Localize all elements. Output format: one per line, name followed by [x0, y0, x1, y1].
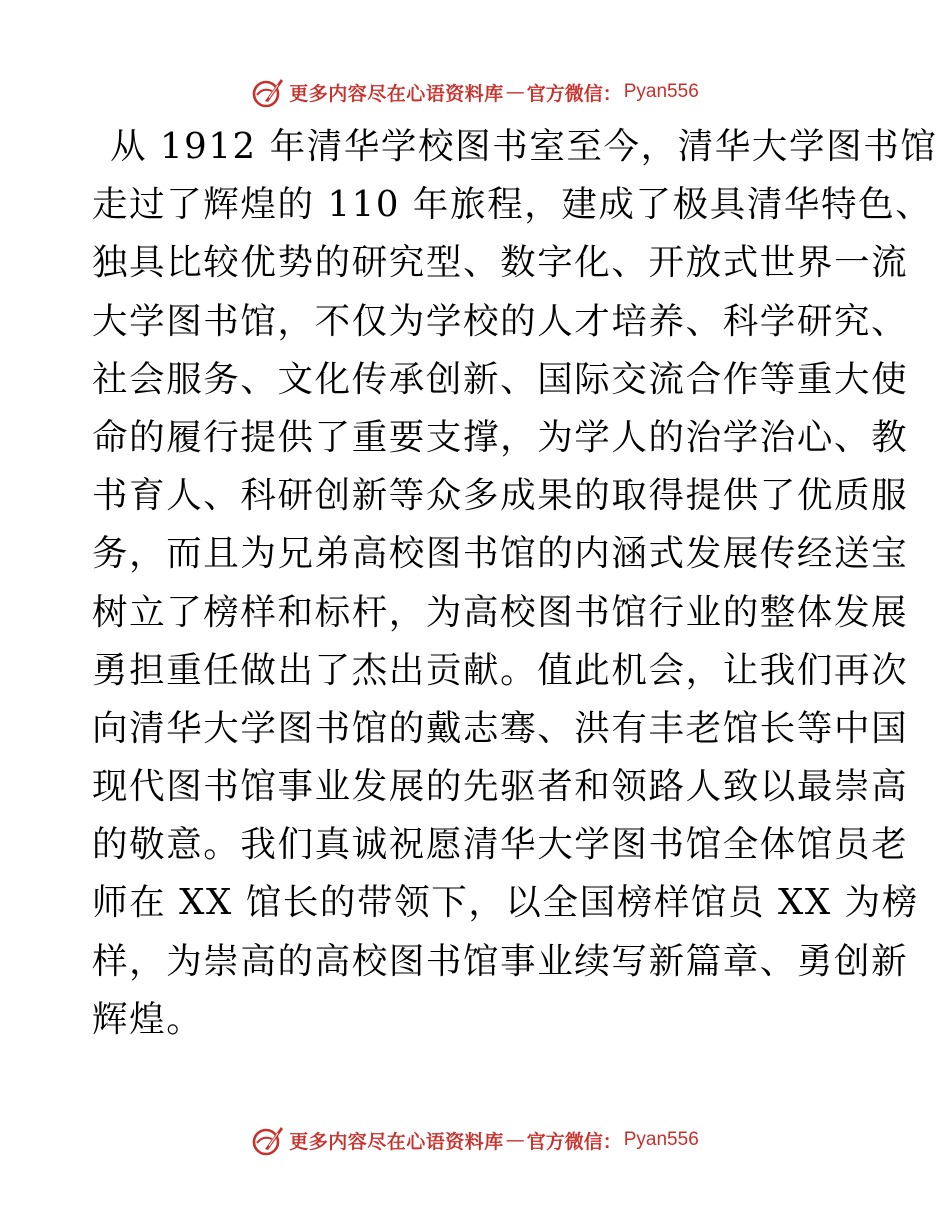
- body-line: 命的履行提供了重要支撑，为学人的治学治心、教: [92, 416, 909, 458]
- footer-banner: [0, 1120, 950, 1160]
- body-line: 向清华大学图书馆的戴志骞、洪有丰老馆长等中国: [92, 707, 909, 749]
- footer-wechat-label: 官方微信：: [526, 1130, 622, 1153]
- body-line: 的敬意。我们真诚祝愿清华大学图书馆全体馆员老: [92, 824, 909, 866]
- body-line: 勇担重任做出了杰出贡献。值此机会，让我们再次: [92, 649, 909, 691]
- body-line: 社会服务、文化传承创新、国际交流合作等重大使: [92, 358, 909, 400]
- body-line: 务，而且为兄弟高校图书馆的内涵式发展传经送宝: [92, 533, 909, 575]
- body-line: 树立了榜样和标杆，为高校图书馆行业的整体发展: [92, 591, 909, 633]
- body-line: 师在 XX 馆长的带领下，以全国榜样馆员 XX 为榜: [92, 882, 919, 924]
- header-slogan: 更多内容尽在心语资料库: [289, 82, 504, 105]
- body-line: 走过了辉煌的 110 年旅程，建成了极具清华特色、: [92, 184, 933, 226]
- header-wechat-label: 官方微信：: [526, 82, 622, 105]
- body-paragraph: [92, 118, 938, 1049]
- header-dash: —: [505, 81, 525, 103]
- body-line: 书育人、科研创新等众多成果的取得提供了优质服: [92, 475, 909, 517]
- footer-slogan: 更多内容尽在心语资料库: [289, 1130, 504, 1153]
- body-line: 辉煌。: [92, 998, 204, 1040]
- footer-dash: —: [505, 1129, 525, 1151]
- quill-seal-logo-icon: [251, 1123, 285, 1157]
- header-wechat-id: Pyan556: [623, 81, 699, 102]
- footer-wechat-id: Pyan556: [623, 1129, 699, 1150]
- body-line: 现代图书馆事业发展的先驱者和领路人致以最崇高: [92, 766, 909, 808]
- body-line: 大学图书馆，不仅为学校的人才培养、科学研究、: [92, 300, 909, 342]
- quill-seal-logo-icon: [251, 75, 285, 109]
- body-line: 独具比较优势的研究型、数字化、开放式世界一流: [92, 242, 909, 284]
- header-banner: [0, 72, 950, 112]
- body-line: 从 1912 年清华学校图书室至今，清华大学图书馆: [110, 126, 938, 167]
- body-line: 样，为崇高的高校图书馆事业续写新篇章、勇创新: [92, 940, 909, 982]
